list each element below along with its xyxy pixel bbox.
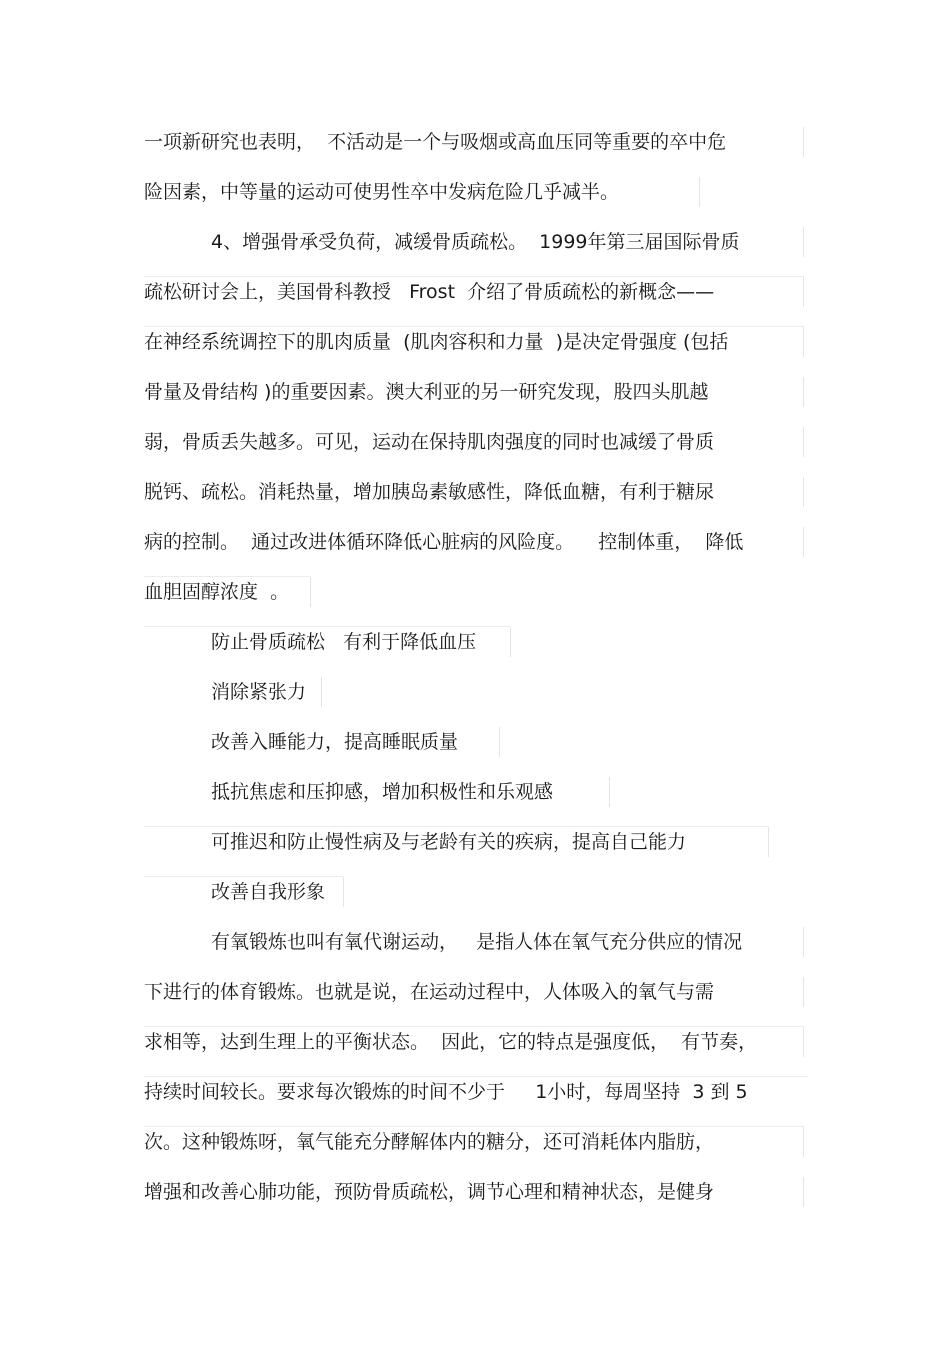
text-line-16: 增强和改善心肺功能，预防骨质疏松，调节心理和精神状态，是健身: [144, 1181, 715, 1203]
text-line-5: 在神经系统调控下的肌肉质量 (肌肉容积和力量 )是决定骨强度 (包括: [144, 331, 729, 353]
text-line-6: 骨量及骨结构 )的重要因素。澳大利亚的另一研究发现，股四头肌越: [144, 381, 709, 403]
text-line-10: 血胆固醇浓度 。: [144, 581, 290, 603]
list-item-5: 可推迟和防止慢性病及与老龄有关的疾病，提高自己能力: [211, 831, 687, 853]
text-line-1: 一项新研究也表明， 不活动是一个与吸烟或高血压同等重要的卒中危: [144, 131, 727, 153]
line-divider: [803, 977, 804, 1007]
text-line-7: 弱，骨质丢失越多。可见，运动在保持肌肉强度的同时也减缓了骨质: [144, 431, 715, 453]
text-line-9: 病的控制。 通过改进体循环降低心脏病的风险度。 控制体重， 降低: [144, 531, 744, 553]
line-divider: [803, 1177, 804, 1207]
line-divider: [609, 777, 610, 807]
list-item-4: 抵抗焦虑和压抑感，增加积极性和乐观感: [211, 781, 554, 803]
line-divider: [803, 1127, 804, 1157]
line-divider: [803, 1027, 804, 1057]
text-line-8: 脱钙、疏松。消耗热量，增加胰岛素敏感性，降低血糖，有利于糖尿: [144, 481, 715, 503]
list-item-3: 改善入睡能力，提高睡眠质量: [211, 731, 459, 753]
line-divider: [499, 727, 500, 757]
list-item-6: 改善自我形象: [211, 881, 326, 903]
line-divider: [510, 627, 511, 657]
text-line-13: 求相等，达到生理上的平衡状态。 因此，它的特点是强度低， 有节奏，: [144, 1031, 758, 1053]
line-divider: [803, 127, 804, 157]
text-line-3: 4、增强骨承受负荷，减缓骨质疏松。 1999年第三届国际骨质: [211, 231, 740, 253]
text-line-15: 次。这种锻炼呀，氧气能充分酵解体内的糖分，还可消耗体内脂肪，: [144, 1131, 715, 1153]
line-divider: [803, 327, 804, 357]
text-line-12: 下进行的体育锻炼。也就是说，在运动过程中，人体吸入的氧气与需: [144, 981, 715, 1003]
line-divider: [699, 177, 700, 207]
line-divider: [803, 377, 804, 407]
text-line-4: 疏松研讨会上，美国骨科教授 Frost 介绍了骨质疏松的新概念——: [144, 281, 715, 303]
line-divider: [803, 227, 804, 257]
line-divider: [321, 677, 322, 707]
line-divider: [803, 427, 804, 457]
list-item-2: 消除紧张力: [211, 681, 307, 703]
line-divider: [803, 277, 804, 307]
line-divider: [310, 577, 311, 607]
list-item-1: 防止骨质疏松 有利于降低血压: [211, 631, 477, 653]
text-line-11: 有氧锻炼也叫有氧代谢运动， 是指人体在氧气充分供应的情况: [211, 931, 743, 953]
text-line-14: 持续时间较长。要求每次锻炼的时间不少于 1小时，每周坚持 3 到 5: [144, 1081, 748, 1103]
text-line-2: 险因素，中等量的运动可使男性卒中发病危险几乎减半。: [144, 181, 620, 203]
line-divider: [803, 527, 804, 557]
line-divider: [803, 927, 804, 957]
line-divider: [803, 477, 804, 507]
line-divider: [768, 827, 769, 857]
line-divider: [343, 877, 344, 907]
